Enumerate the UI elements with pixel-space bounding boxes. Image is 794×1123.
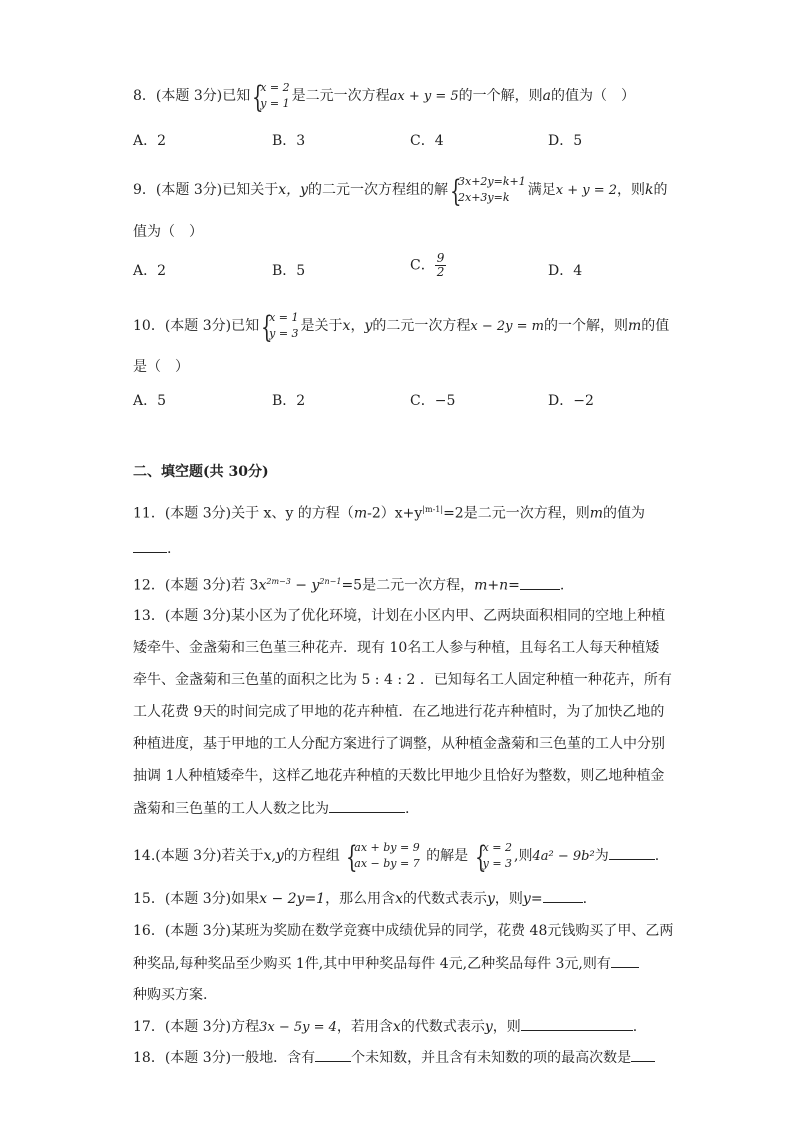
- question-18: 18．(本题 3分)一般地．含有 个未知数，并且含有未知数的项的最高次数是: [133, 1047, 655, 1068]
- section-2-heading: 二、填空题(共 30分): [133, 464, 269, 480]
- answer-blank[interactable]: [631, 1047, 655, 1062]
- question-13-line2: 矮牵牛、金盏菊和三色堇三种花卉．现有 10名工人参与种植，且每名工人每天种植矮: [133, 640, 660, 656]
- answer-blank[interactable]: [520, 575, 560, 590]
- answer-blank[interactable]: [611, 953, 639, 968]
- q10-option-c: C．−5: [410, 393, 456, 409]
- answer-blank[interactable]: [315, 1047, 351, 1062]
- question-13-line4: 工人花费 9天的时间完成了甲地的花卉种植．在乙地进行花卉种植时，为了加快乙地的: [133, 704, 665, 720]
- q9-option-c: C． $\frac{9}{2}$: [410, 251, 445, 279]
- question-10: 10．(本题 3分)已知 { x = 1 y = 3 是关于x，y的二元一次方程x − 2y = m的一个解，则m的值: [133, 310, 670, 345]
- question-13-line1: 13．(本题 3分)某小区为了优化环境，计划在小区内甲、乙两块面积相同的空地上种植: [133, 608, 666, 624]
- answer-blank[interactable]: [133, 538, 167, 553]
- q9-option-d: D．4: [548, 263, 583, 279]
- question-10-line2: 是（ ）: [133, 359, 189, 375]
- question-16-line2: 种奖品,每种奖品至少购买 1件,其中甲种奖品每件 4元,乙种奖品每件 3元,则有: [133, 953, 639, 974]
- fraction-9-over-2: $\frac{9}{2}$: [436, 251, 445, 279]
- question-17: 17．(本题 3分)方程3x − 5y = 4，若用含x的代数式表示y，则 .: [133, 1016, 637, 1038]
- q8-option-c: C．4: [410, 133, 444, 149]
- question-16-line1: 16．(本题 3分)某班为奖励在数学竞赛中成绩优异的同学，花费 48元钱购买了甲、乙两: [133, 923, 674, 939]
- system-q8: { x = 2 y = 1: [252, 80, 290, 115]
- q9-option-b: B．5: [272, 263, 306, 279]
- question-16-line3: 种购买方案.: [133, 987, 208, 1003]
- question-13-line5: 种植进度，基于甲地的工人分配方案进行了调整，从种植金盏菊和三色堇的工人中分别: [133, 736, 665, 752]
- question-15: 15．(本题 3分)如果x − 2y=1，那么用含x的代数式表示y，则y= .: [133, 888, 587, 909]
- question-8: 8．(本题 3分)已知 { x = 2 y = 1 是二元一次方程ax + y = 5的一个解，则a的值为（ ）: [133, 80, 636, 115]
- q10-option-b: B．2: [272, 393, 306, 409]
- answer-blank[interactable]: [329, 798, 405, 813]
- question-13-line3: 牵牛、金盏菊和三色堇的面积之比为 5 : 4 : 2 ．已知每名工人固定种植一种花卉，所有: [133, 672, 672, 688]
- question-12: 12．(本题 3分)若 $3x^{2m-3} - y^{2n-1}=5$是二元一次方程，m+n= .: [133, 572, 564, 596]
- q8-option-d: D．5: [548, 133, 583, 149]
- q8-option-a: A．2: [133, 133, 167, 149]
- solution-q14: { x = 2 y = 3: [474, 840, 513, 875]
- answer-blank[interactable]: [543, 888, 583, 903]
- q10-option-a: A．5: [133, 393, 167, 409]
- question-13-line7: 盏菊和三色堇的工人人数之比为 .: [133, 798, 409, 819]
- question-9: 9．(本题 3分)已知关于x，y的二元一次方程组的解 { 3x+2y=k+1 2x+3y=k 满足x + y = 2，则k的: [133, 174, 668, 209]
- question-11-line2: .: [133, 538, 171, 559]
- answer-blank[interactable]: [521, 1016, 633, 1031]
- question-11: 11．(本题 3分)关于 x、y 的方程$(m-2)x+y^{|m-1|}=2$是二元一次方程，则m的值为: [133, 505, 645, 522]
- q10-option-d: D．−2: [548, 393, 594, 409]
- q9-option-a: A．2: [133, 263, 167, 279]
- question-14: 14.(本题 3分)若关于x,y的方程组 { ax + by = 9 ax − by = 7 的解是 { x = 2 y = 3 ,则4a² − 9b²为 .: [133, 840, 660, 875]
- system-q9: { 3x+2y=k+1 2x+3y=k: [450, 174, 526, 209]
- question-9-line2: 值为（ ）: [133, 224, 203, 240]
- system-q14: { ax + by = 9 ax − by = 7: [346, 840, 420, 875]
- system-q10: { x = 1 y = 3: [261, 310, 299, 345]
- question-13-line6: 抽调 1人种植矮牵牛，这样乙地花卉种植的天数比甲地少且恰好为整数，则乙地种植金: [133, 768, 665, 784]
- q8-option-b: B．3: [272, 133, 306, 149]
- answer-blank[interactable]: [609, 845, 655, 860]
